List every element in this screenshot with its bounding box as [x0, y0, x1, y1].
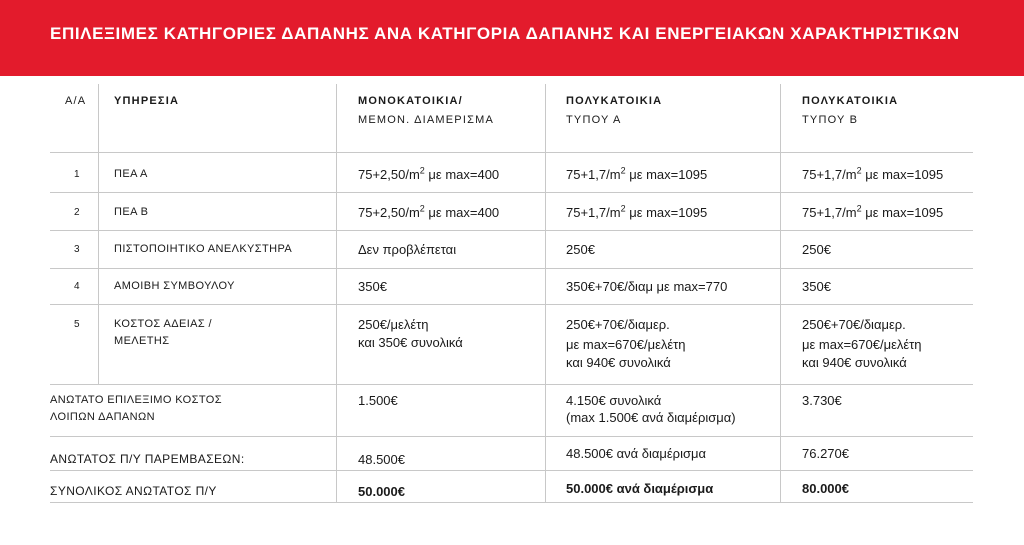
header-aa: Α/Α — [65, 95, 87, 107]
row-number: 4 — [74, 281, 80, 292]
cell-col2: 350€+70€/διαμ με max=770 — [566, 279, 728, 294]
row-service: ΜΕΛΕΤΗΣ — [114, 335, 170, 347]
row-divider — [50, 230, 973, 231]
header-col1-title: ΜΟΝΟΚΑΤΟΙΚΙΑ/ — [358, 95, 463, 107]
title-banner — [0, 0, 1024, 76]
header-col3-title: ΠΟΛΥΚΑΤΟΙΚΙΑ — [802, 95, 899, 107]
row-divider — [50, 268, 973, 269]
summary-max-other-label: ΛΟΙΠΩΝ ΔΑΠΑΝΩΝ — [50, 411, 155, 423]
header-service: ΥΠΗΡΕΣΙΑ — [114, 95, 180, 107]
cell-col2: 250€+70€/διαμερ. — [566, 317, 670, 332]
summary-interventions-label: ΑΝΩΤΑΤΟΣ Π/Υ ΠΑΡΕΜΒΑΣΕΩΝ: — [50, 452, 245, 466]
summary-total-col3: 80.000€ — [802, 481, 849, 496]
cell-col1: Δεν προβλέπεται — [358, 242, 457, 257]
row-divider — [50, 502, 973, 503]
summary-interventions-col2: 48.500€ ανά διαμέρισμα — [566, 446, 706, 461]
cell-col3: $75+1,7/m^2$ με max=1095 — [802, 165, 944, 182]
cell-col1: 350€ — [358, 279, 387, 294]
page-title: ΕΠΙΛΕΞΙΜΕΣ ΚΑΤΗΓΟΡΙΕΣ ΔΑΠΑΝΗΣ ΑΝΑ ΚΑΤΗΓΟΡΙΑ ΔΑΠΑΝΗΣ ΚΑΙ ΕΝΕΡΓΕΙΑΚΩΝ ΧΑΡΑΚΤΗΡΙΣΤΙΚΩΝ — [50, 24, 960, 43]
row-number: 1 — [74, 169, 80, 180]
summary-interventions-col3: 76.270€ — [802, 446, 849, 461]
row-service: ΠΕΑ Β — [114, 206, 149, 218]
cell-col3: 250€+70€/διαμερ. — [802, 317, 906, 332]
header-col3-subtitle: ΤΥΠΟΥ Β — [802, 114, 859, 126]
cell-col1: $75+2,50/m^2$ με max=400 — [358, 165, 500, 182]
cell-col2: 250€ — [566, 242, 595, 257]
row-divider — [50, 384, 973, 385]
cell-col2: $75+1,7/m^2$ με max=1095 — [566, 165, 708, 182]
row-service: ΠΙΣΤΟΠΟΙΗΤΙΚΟ ΑΝΕΛΚΥΣΤΗΡΑ — [114, 243, 293, 255]
cell-col3: 250€ — [802, 242, 831, 257]
cell-col3: 350€ — [802, 279, 831, 294]
header-col2-subtitle: ΤΥΠΟΥ Α — [566, 114, 622, 126]
cell-col3: $75+1,7/m^2$ με max=1095 — [802, 203, 944, 220]
cell-col2: $75+1,7/m^2$ με max=1095 — [566, 203, 708, 220]
column-divider — [545, 84, 546, 502]
row-service: ΑΜΟΙΒΗ ΣΥΜΒΟΥΛΟΥ — [114, 280, 235, 292]
summary-total-label: ΣΥΝΟΛΙΚΟΣ ΑΝΩΤΑΤΟΣ Π/Υ — [50, 484, 217, 498]
summary-max-other-col1: 1.500€ — [358, 393, 398, 408]
column-divider — [98, 84, 99, 384]
cell-col3: με max=670€/μελέτη — [802, 337, 922, 352]
cell-col1: $75+2,50/m^2$ με max=400 — [358, 203, 500, 220]
cell-col1: και 350€ συνολικά — [358, 335, 463, 350]
row-service: ΠΕΑ Α — [114, 168, 148, 180]
summary-max-other-col3: 3.730€ — [802, 393, 842, 408]
row-divider — [50, 304, 973, 305]
row-divider — [50, 192, 973, 193]
row-divider — [50, 436, 973, 437]
summary-total-col2: 50.000€ ανά διαμέρισμα — [566, 481, 714, 496]
summary-total-col1: 50.000€ — [358, 484, 405, 499]
summary-interventions-col1: 48.500€ — [358, 452, 405, 467]
header-col2-title: ΠΟΛΥΚΑΤΟΙΚΙΑ — [566, 95, 663, 107]
row-divider — [50, 470, 973, 471]
row-number: 2 — [74, 207, 80, 218]
row-number: 5 — [74, 319, 80, 330]
cell-col2: και 940€ συνολικά — [566, 355, 671, 370]
summary-max-other-label: ΑΝΩΤΑΤΟ ΕΠΙΛΕΞΙΜΟ ΚΟΣΤΟΣ — [50, 394, 222, 406]
cell-col1: 250€/μελέτη — [358, 317, 429, 332]
header-col1-subtitle: ΜΕΜΟΝ. ΔΙΑΜΕΡΙΣΜΑ — [358, 114, 495, 126]
column-divider — [336, 84, 337, 502]
cell-col3: και 940€ συνολικά — [802, 355, 907, 370]
row-service: ΚΟΣΤΟΣ ΑΔΕΙΑΣ / — [114, 318, 213, 330]
cell-col2: με max=670€/μελέτη — [566, 337, 686, 352]
row-number: 3 — [74, 244, 80, 255]
column-divider — [780, 84, 781, 502]
row-divider — [50, 152, 973, 153]
summary-max-other-col2: 4.150€ συνολικά — [566, 393, 662, 408]
summary-max-other-col2: (max 1.500€ ανά διαμέρισμα) — [566, 410, 736, 425]
